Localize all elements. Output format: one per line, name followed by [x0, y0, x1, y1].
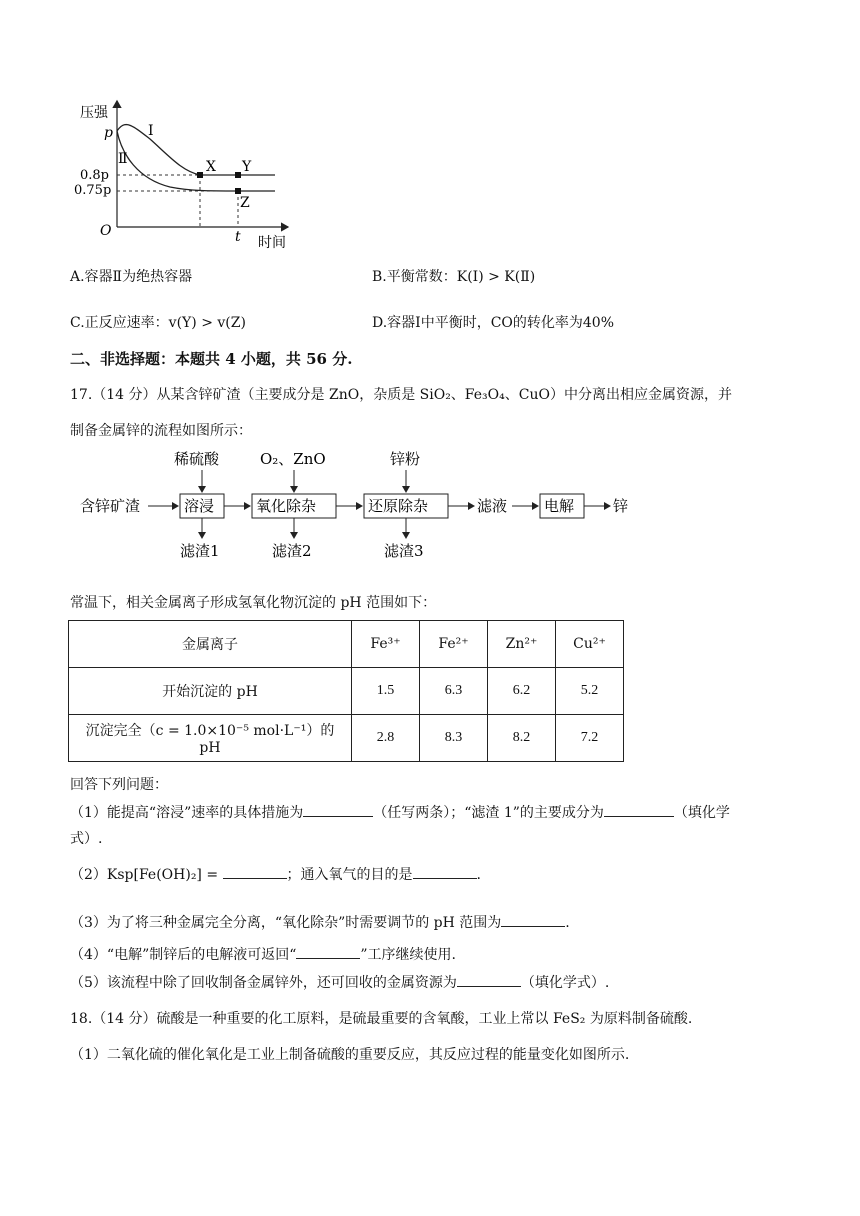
table-cell: 沉淀完全（c = 1.0×10⁻⁵ mol·L⁻¹）的 pH [69, 715, 352, 762]
q17-sub1-text-c: （填化学 [673, 805, 730, 821]
curve-I [117, 125, 275, 175]
flow-step-electrolysis-label: 电解 [544, 497, 575, 515]
q17-line2: 制备金属锌的流程如图所示： [70, 423, 252, 439]
answer-blank[interactable] [303, 804, 373, 817]
residue-3: 滤渣3 [384, 542, 424, 560]
q17-sub5-text-a: （5）该流程中除了回收制备金属锌外，还可回收的金属资源为 [70, 975, 457, 991]
q17-sub2-text-b: ；通入氧气的目的是 [286, 867, 413, 883]
q18-line1: 18.（14 分）硫酸是一种重要的化工原料，是硫最重要的含氧酸，工业上常以 FeS₂ 为原料制备硫酸. [70, 1011, 693, 1027]
point-y-marker [235, 172, 241, 178]
q17-sub1 [70, 802, 730, 822]
answer-blank[interactable] [604, 804, 674, 817]
table-cell: 6.2 [488, 668, 556, 715]
q17-sub4-text-a: （4）“电解”制锌后的电解液可返回“ [70, 947, 297, 963]
answer-blank[interactable] [223, 866, 287, 879]
point-y-label: Y [242, 159, 252, 175]
curve-II [117, 131, 275, 191]
residue-1: 滤渣1 [180, 542, 220, 560]
q17-sub5 [70, 972, 609, 992]
point-z-label: Z [240, 195, 250, 211]
flow-step-reduction-label: 还原除杂 [368, 497, 429, 515]
residue-2: 滤渣2 [272, 542, 312, 560]
answer-blank[interactable] [296, 946, 360, 959]
q17-sub1-cont: 式）. [70, 831, 103, 847]
q17-sub4 [70, 944, 456, 964]
y-tick-p: p [104, 125, 113, 141]
answer-blank[interactable] [413, 866, 477, 879]
point-z-marker [235, 188, 241, 194]
q18-line2: （1）二氧化硫的催化氧化是工业上制备硫酸的重要反应，其反应过程的能量变化如图所示. [70, 1047, 630, 1063]
q17-sub2-text-a: （2）Ksp[Fe(OH)₂] = [70, 867, 219, 883]
point-x-marker [197, 172, 203, 178]
q17-sub3-text-b: . [565, 915, 570, 931]
table-cell: 1.5 [352, 668, 420, 715]
reagent-zinc-powder: 锌粉 [390, 450, 421, 468]
flow-step-oxidation-label: 氧化除杂 [256, 497, 317, 515]
reagent-acid: 稀硫酸 [174, 450, 220, 468]
q17-sub3-text-a: （3）为了将三种金属完全分离，“氧化除杂”时需要调节的 pH 范围为 [70, 915, 502, 931]
point-x-label: X [206, 159, 216, 175]
table-intro: 常温下，相关金属离子形成氢氧化物沉淀的 pH 范围如下： [70, 595, 437, 611]
table-cell: 6.3 [420, 668, 488, 715]
flow-end: 锌 [613, 497, 629, 515]
y-tick-0.8p: 0.8p [80, 168, 109, 183]
table-cell: 开始沉淀的 pH [69, 668, 352, 715]
table-header-cell: Fe³⁺ [352, 621, 420, 668]
q17-sub5-text-b: （填化学式）. [520, 975, 610, 991]
y-tick-0.75p: 0.75p [74, 183, 112, 198]
process-flow-chart [70, 450, 670, 565]
reagent-o2-zno: O₂、ZnO [260, 450, 326, 468]
flow-start: 含锌矿渣 [80, 497, 141, 515]
table-cell: 8.2 [488, 715, 556, 762]
q17-sub2-text-c: . [476, 867, 481, 883]
q17-line1: 17.（14 分）从某含锌矿渣（主要成分是 ZnO，杂质是 SiO₂、Fe₃O₄、CuO）中分离出相应金属资源，并 [70, 387, 732, 403]
table-header-row [69, 621, 624, 668]
curve-II-label: Ⅱ [118, 151, 128, 167]
q17-sub4-text-b: ”工序继续使用. [360, 947, 456, 963]
flow-step-dissolve-label: 溶浸 [184, 497, 215, 515]
option-c: C.正反应速率：v(Y) > v(Z) [70, 315, 246, 331]
flow-filtrate: 滤液 [477, 497, 508, 515]
q17-sub3 [70, 912, 570, 932]
q17-sub1-text-b: （任写两条）；“滤渣 1”的主要成分为 [373, 805, 604, 821]
section-heading: 二、非选择题：本题共 4 小题，共 56 分. [70, 350, 353, 368]
table-cell: 8.3 [420, 715, 488, 762]
q17-sub1-text-a: （1）能提高“溶浸”速率的具体措施为 [70, 805, 304, 821]
option-b: B.平衡常数：K(Ⅰ) > K(Ⅱ) [372, 269, 536, 285]
table-cell: 2.8 [352, 715, 420, 762]
y-axis-label: 压强 [80, 105, 108, 121]
pressure-time-graph [70, 95, 310, 255]
x-axis-label: 时间 [258, 235, 286, 251]
answer-blank[interactable] [457, 974, 521, 987]
table-header-cell: Zn²⁺ [488, 621, 556, 668]
table-header-cell: Cu²⁺ [556, 621, 624, 668]
table-cell: 5.2 [556, 668, 624, 715]
table-cell: 7.2 [556, 715, 624, 762]
table-header-cell: 金属离子 [69, 621, 352, 668]
q17-sub2 [70, 864, 481, 884]
table-row [69, 668, 624, 715]
option-a: A.容器Ⅱ为绝热容器 [70, 269, 193, 285]
ph-table [68, 620, 624, 762]
answer-blank[interactable] [501, 914, 565, 927]
origin-label: O [100, 223, 112, 239]
table-header-cell: Fe²⁺ [420, 621, 488, 668]
x-tick-t: t [235, 229, 241, 245]
option-d: D.容器Ⅰ中平衡时，CO的转化率为40% [372, 315, 615, 331]
answer-prompt: 回答下列问题： [70, 777, 168, 793]
table-row [69, 715, 624, 762]
curve-I-label: Ⅰ [148, 123, 154, 139]
